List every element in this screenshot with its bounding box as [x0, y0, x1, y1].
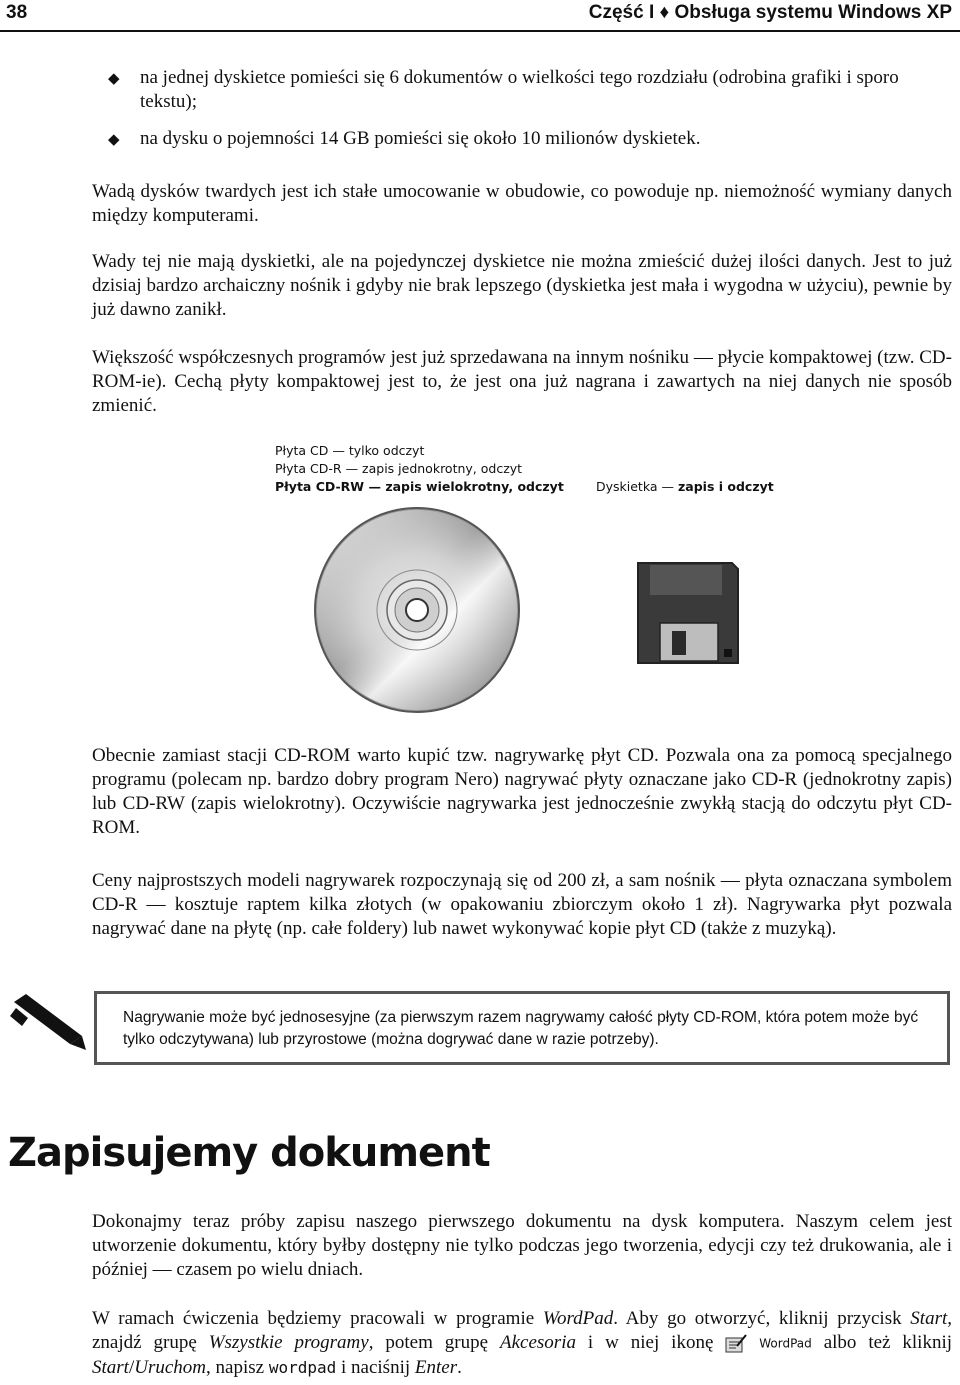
cd-labels [275, 442, 564, 496]
note-box [94, 991, 950, 1065]
running-title: Część I ♦ Obsługa systemu Windows XP [588, 2, 952, 23]
pencil-icon [8, 992, 88, 1052]
floppy-label: Dyskietka — zapis i odczyt [596, 479, 774, 494]
paragraph: Większość współczesnych programów jest już sprzedawana na innym nośniku — płycie kompaktowej (tzw. CD-ROM-ie). Cechą płyty kompaktowej jest to, że jest ona już nagrana i zawartych na niej danych nie sposób zmienić. [92, 347, 952, 416]
paragraph: Wady tej nie mają dyskietki, ale na pojedynczej dyskietce nie można zmieścić dużej ilości danych. Jest to już dzisiaj bardzo archaiczny nośnik i gdyby nie brak lepszego (dyskietka jest mała i wygodna w użyciu), pewnie by już dawno zanikł. [92, 251, 952, 320]
floppy-disk-icon [636, 561, 740, 665]
note-text: Nagrywanie może być jednosesyjne (za pierwszym razem nagrywamy całość płyty CD-ROM, która potem może być tylko odczytywana) lub przyrostowe (można dogrywać dane w razie potrzeby). [123, 1009, 919, 1048]
list-item: ◆ na jednej dyskietce pomieści się 6 dokumentów o wielkości tego rozdziału (odrobina grafiki i sporo tekstu); [108, 67, 899, 112]
bullet-list [108, 66, 958, 164]
paragraph: Obecnie zamiast stacji CD-ROM warto kupić tzw. nagrywarkę płyt CD. Pozwala ona za pomocą specjalnego programu (polecam np. bardzo dobry program Nero) nagrywać płyty oznaczane jako CD-R (jednokrotny zapis) lub CD-RW (zapis wielokrotny). Oczywiście nagrywarka jest jednocześnie zwykłą stacją do odczytu płyt CD-ROM. [92, 745, 952, 838]
wordpad-icon-label: WordPad [759, 1336, 812, 1351]
cd-label-line: Płyta CD-R — zapis jednokrotny, odczyt [275, 461, 523, 476]
page-number: 38 [6, 2, 28, 23]
paragraph: Ceny najprostszych modeli nagrywarek rozpoczynają się od 200 zł, a sam nośnik — płyta oznaczana symbolem CD-R — kosztuje raptem kilka złotych (w opakowaniu zbiorczym około 1 zł). Nagrywarka płyt pozwala nagrywać dane na płytę (np. całe foldery) lub nawet wykonywać kopie płyt CD (także z muzyką). [92, 870, 952, 939]
cd-disc-icon [312, 505, 522, 715]
cd-label-line: Płyta CD-RW — zapis wielokrotny, odczyt [275, 479, 564, 494]
paragraph: Wadą dysków twardych jest ich stałe umocowanie w obudowie, co powoduje np. niemożność wymiany danych między komputerami. [92, 181, 952, 226]
cd-label-line: Płyta CD — tylko odczyt [275, 443, 425, 458]
section-title: Zapisujemy dokument [8, 1130, 490, 1176]
wordpad-icon [725, 1334, 747, 1354]
page-header [0, 0, 960, 32]
paragraph: Dokonajmy teraz próby zapisu naszego pierwszego dokumentu na dysk komputera. Naszym celem jest utworzenie dokumentu, który byłby dostępny nie tylko podczas jego tworzenia, edycji czy też drukowania, ale i później — czasem po wielu dniach. [92, 1211, 952, 1280]
paragraph: W ramach ćwiczenia będziemy pracowali w programie WordPad. Aby go otworzyć, kliknij przycisk Start, znajdź grupę Wszystkie programy, potem grupę Akcesoria i w niej ikonę WordPad albo też kliknij Start/Uruchom, napisz wordpad i naciśnij Enter. [92, 1308, 953, 1378]
list-item: ◆ na dysku o pojemności 14 GB pomieści się około 10 milionów dyskietek. [108, 128, 701, 149]
diamond-bullet-icon: ◆ [108, 130, 120, 148]
diamond-bullet-icon: ◆ [108, 69, 120, 87]
